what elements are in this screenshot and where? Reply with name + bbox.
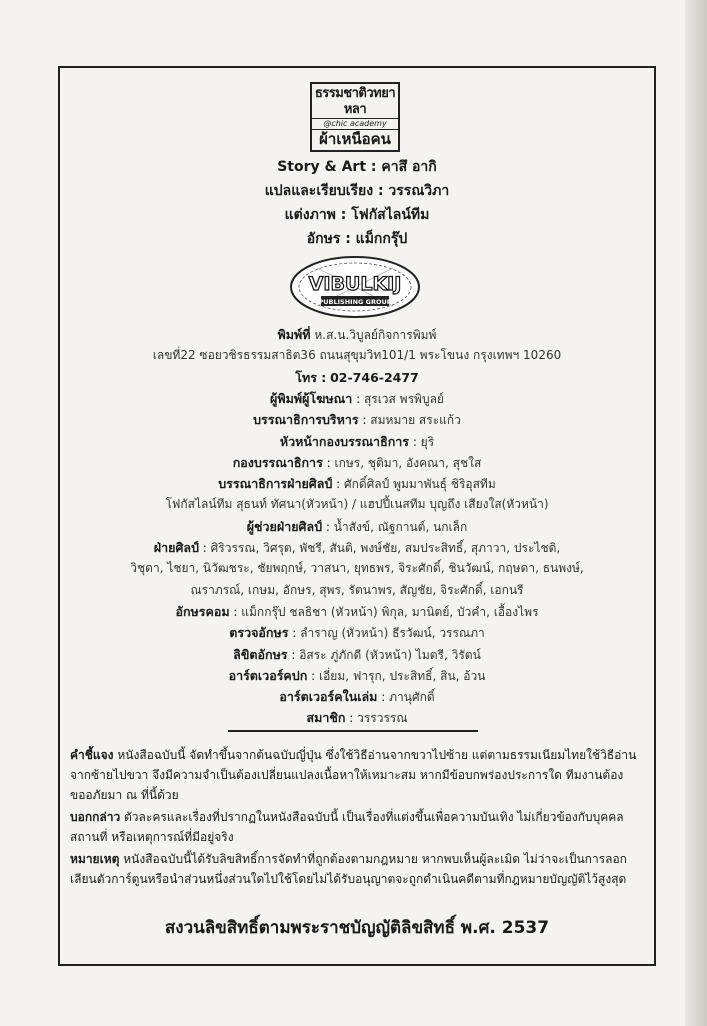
staff-key: บรรณาธิการฝ่ายศิลป์: [218, 476, 333, 492]
staff-key: ผู้พิมพ์ผู้โฆษณา: [270, 390, 353, 406]
publisher-logo: [287, 254, 423, 320]
staff-key: บรรณาธิการบริหาร: [253, 412, 359, 428]
staff-key: พิมพ์ที่: [277, 327, 311, 342]
staff-key: อาร์ตเวอร์คปก: [228, 667, 308, 683]
staff-row: ลิขิตอักษร : อิสระ ภู่ภักดี (หัวหน้า) ไมตรี, วิรัตน์: [233, 646, 481, 662]
note-key: บอกกล่าว: [70, 810, 121, 824]
staff-value: เกษร, ชุติมา, อังคณา, สุชใส: [334, 455, 482, 470]
staff-key: กองบรรณาธิการ: [232, 454, 323, 470]
staff-row: [58, 496, 656, 513]
staff-row: อาร์ตเวอร์คในเล่ม : ภานุศักดิ์: [279, 689, 435, 705]
staff-row: กองบรรณาธิการ : เกษร, ชุติมา, อังคณา, สุชใส: [232, 454, 482, 470]
credit-translation: แปลและเรียบเรียง : วรรณวิภา: [264, 183, 450, 199]
staff-key: หัวหน้ากองบรรณาธิการ: [279, 433, 409, 449]
staff-row: ผู้ช่วยฝ่ายศิลป์ : น้ำสังข์, ณัฐกานต์, นกเล็ก: [246, 518, 468, 534]
publisher-logo-name: VIBULKIJ: [308, 273, 402, 295]
staff-row: [58, 326, 656, 344]
staff-value: ลำราญ (หัวหน้า) ธีรวัฒน์, วรรณภา: [300, 626, 485, 641]
staff-key: ตรวจอักษร: [229, 625, 289, 641]
staff-key: โทร :: [295, 369, 327, 385]
staff-row: บรรณาธิการบริหาร : สมหมาย สระแก้ว: [253, 412, 461, 428]
staff-key: ผู้ช่วยฝ่ายศิลป์: [246, 518, 323, 534]
credit-retouch: แต่งภาพ : โฟกัสไลน์ทีม: [284, 207, 430, 223]
staff-key: อาร์ตเวอร์คในเล่ม: [279, 689, 378, 705]
divider-line: [228, 730, 478, 732]
staff-value: ศักดิ์ศิลป์ พูมมาพันธุ์ ชิริอุสทีม: [344, 477, 496, 492]
staff-row: [58, 582, 656, 599]
staff-row: อักษรคอม : แม็กกรุ๊ป ชลธิชา (หัวหน้า) พิกุล, มานิตย์, บัวคำ, เอื้องไพร: [175, 603, 539, 619]
staff-row: อาร์ตเวอร์คปก : เอี่ยม, ฟารุก, ประสิทธิ์, สิน, อ้วน: [228, 667, 486, 683]
note-key: หมายเหตุ: [70, 852, 120, 866]
note-key: คำชี้แจง: [70, 748, 114, 762]
staff-value: ยุริ: [420, 434, 435, 449]
credit-lettering: อักษร : แม็กกรุ๊ป: [306, 231, 408, 247]
staff-value: ณราภรณ์, เกษม, อักษร, สุพร, รัตนาพร, สัญชัย, จิระศักดิ์, เอกนรี: [190, 582, 524, 597]
logo-line-2: @chic academy: [323, 119, 387, 128]
note-text: หนังสือฉบับนี้ จัดทำขึ้นจากต้นฉบับญี่ปุ่น ซึ่งใช้วิธีอ่านจากขวาไปซ้าย แต่ตามธรรมเนียมไทยใช้วิธีอ่านจากซ้ายไปขวา จึงมีความจำเป็นต้องเปลี่ยนแปลงเนื้อหาให้เหมาะสม หากมีข้อบกพร่องประการใด ทีมงานต้องขออภัยมา ณ ที่นี้ด้วย: [70, 748, 637, 802]
staff-value: สุรเวส พรพิบูลย์: [363, 391, 444, 406]
staff-value: วรรวรรณ: [357, 711, 408, 726]
note-text: หนังสือฉบับนี้ได้รับลิขสิทธิ์การจัดทำที่ถูกต้องตามกฎหมาย หากพบเห็นผู้ละเมิด ไม่ว่าจะเป็นการลอกเลียนตัวการ์ตูนหรือนำส่วนหนึ่งส่วนใดไปใช้โดยไม่ได้รับอนุญาตจะถูกดำเนินคดีตามที่กฎหมายบัญญัติไว้สูงสุด: [70, 852, 627, 886]
staff-value: ภานุศักดิ์: [389, 690, 435, 705]
staff-value: เอี่ยม, ฟารุก, ประสิทธิ์, สิน, อ้วน: [318, 668, 486, 683]
staff-row: ผู้พิมพ์ผู้โฆษณา : สุรเวส พรพิบูลย์: [270, 390, 444, 406]
logo-line-3: ผ้าเหนือคน: [312, 129, 398, 148]
staff-key: ฝ่ายศิลป์: [153, 540, 199, 555]
note-text: ตัวละครและเรื่องที่ปรากฏในหนังสือฉบับนี้ เป็นเรื่องที่แต่งขึ้นเพื่อความบันเทิง ไม่เกี่ยวข้องกับบุคคล สถานที่ หรือเหตุการณ์ที่มีอยู่จริง: [70, 810, 624, 844]
staff-value: โฟกัสไลน์ทีม สุธนท์ ทัศนา(หัวหน้า) / แฮปปี้เนสทีม บุญถึง เสียงใส(หัวหน้า): [165, 497, 549, 512]
copyright-notice: สงวนลิขสิทธิ์ตามพระราชบัญญัติลิขสิทธิ์ พ.ศ. 2537: [164, 918, 550, 938]
staff-value: เลขที่22 ซอยวชิรธรรมสาธิต36 ถนนสุขุมวิท101/1 พระโขนง กรุงเทพฯ 10260: [152, 348, 562, 363]
note-disclaimer: [70, 807, 642, 847]
staff-key: อักษรคอม: [175, 603, 230, 619]
staff-row: [58, 347, 656, 364]
staff-row: [58, 560, 656, 577]
staff-value: ศิริวรรณ, วิศรุต, พัชรี, สันติ, พงษ์ชัย, สมประสิทธิ์, สุภาวา, ประไชดิ,: [210, 541, 561, 555]
logo-line-1: ธรรมชาติวทยาหลา: [312, 86, 398, 119]
staff-value: สมหมาย สระแก้ว: [370, 413, 461, 428]
credit-story-art: Story & Art : คาสึ อากิ: [277, 159, 437, 175]
staff-row: [58, 369, 656, 387]
page-edge: [685, 0, 707, 1026]
staff-row: หัวหน้ากองบรรณาธิการ : ยุริ: [279, 433, 435, 449]
magazine-logo: [310, 82, 400, 152]
staff-value: วิชุดา, ไชยา, นิวัฒชระ, ชัยพฤกษ์, วาสนา, ยุทธพร, จิระศักดิ์, ชินวัฒน์, กฤษดา, ธนพงษ์,: [130, 561, 584, 576]
staff-row: ฝ่ายศิลป์ : ศิริวรรณ, วิศรุต, พัชรี, สันติ, พงษ์ชัย, สมประสิทธิ์, สุภาวา, ประไชดิ,: [153, 540, 561, 555]
notes-section: [70, 745, 642, 891]
staff-row: บรรณาธิการฝ่ายศิลป์ : ศักดิ์ศิลป์ พูมมาพันธุ์ ชิริอุสทีม: [218, 476, 496, 492]
staff-value: แม็กกรุ๊ป ชลธิชา (หัวหน้า) พิกุล, มานิตย์, บัวคำ, เอื้องไพร: [241, 604, 539, 619]
staff-key: ลิขิตอักษร: [233, 646, 288, 662]
staff-value: อิสระ ภู่ภักดี (หัวหน้า) ไมตรี, วิรัตน์: [299, 647, 481, 662]
staff-row: ตรวจอักษร : ลำราญ (หัวหน้า) ธีรวัฒน์, วรรณภา: [229, 625, 485, 641]
publisher-logo-tagline: PUBLISHING GROUP: [318, 298, 392, 306]
staff-value: 02-746-2477: [330, 369, 419, 385]
note-remark: [70, 849, 642, 889]
staff-key: สมาชิก: [306, 710, 346, 726]
note-explanation: [70, 745, 642, 805]
staff-value: น้ำสังข์, ณัฐกานต์, นกเล็ก: [333, 519, 468, 534]
staff-value: ห.ส.น.วิบูลย์กิจการพิมพ์: [314, 328, 437, 342]
staff-row: สมาชิก : วรรวรรณ: [306, 710, 408, 726]
